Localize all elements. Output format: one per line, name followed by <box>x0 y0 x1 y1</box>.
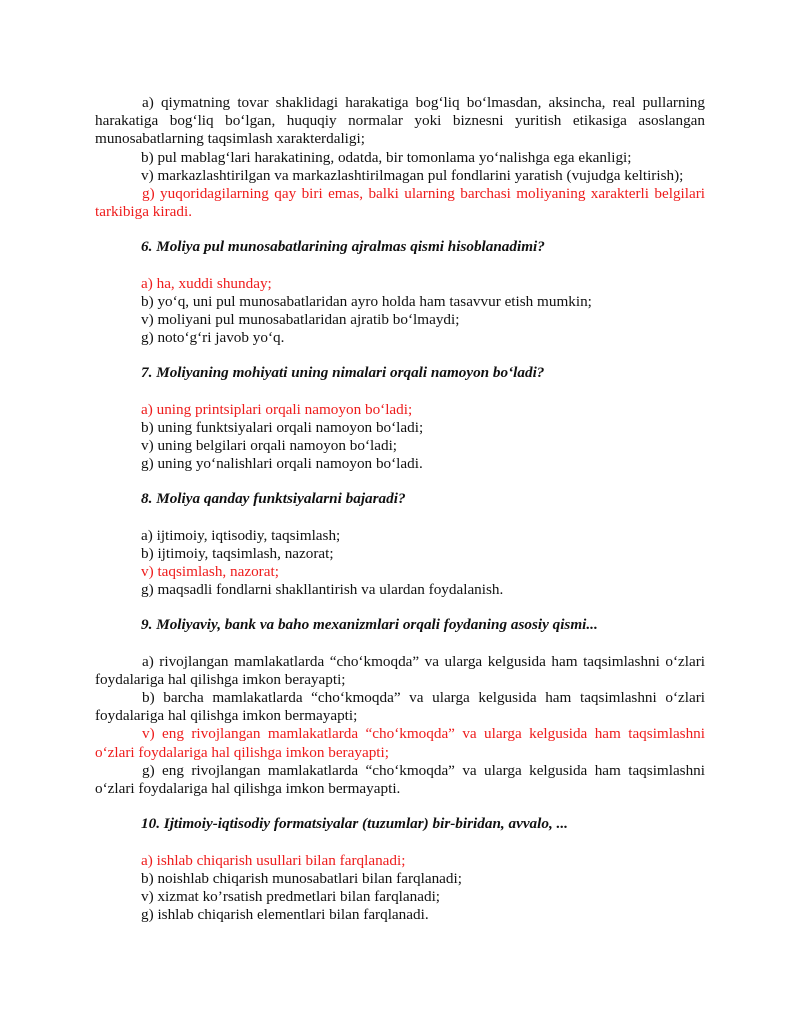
intro-option-b: b) pul mablag‘lari harakatining, odatda, bir tomonlama yo‘nalishga ega ekanligi; <box>141 148 632 166</box>
question-9: 9. Moliyaviy, bank va baho mexanizmlari orqali foydaning asosiy qismi... <box>141 616 598 634</box>
intro-option-v: v) markazlashtirilgan va markazlashtirilmagan pul fondlarini yaratish (vujudga keltirish); <box>141 166 684 184</box>
q10-option-b: b) noishlab chiqarish munosabatlari bilan farqlanadi; <box>141 869 462 887</box>
q6-option-a-correct: a) ha, xuddi shunday; <box>141 274 272 292</box>
question-7: 7. Moliyaning mohiyati uning nimalari orqali namoyon bo‘ladi? <box>141 364 545 382</box>
q6-option-b: b) yo‘q, uni pul munosabatlaridan ayro holda ham tasavvur etish mumkin; <box>141 292 592 310</box>
intro-option-g-correct: g) yuqoridagilarning qay biri emas, balki ularning barchasi moliyaning xarakterli belgilari tarkibiga kiradi. <box>95 185 705 221</box>
q7-option-a-correct: a) uning printsiplari orqali namoyon bo‘ladi; <box>141 400 413 418</box>
q9-option-g: g) eng rivojlangan mamlakatlarda “cho‘kmoqda” va ularga kelgusida ham taqsimlashni o‘zlari foydalariga hal qilishga imkon bermayapti. <box>95 761 705 798</box>
q9-option-v-correct: v) eng rivojlangan mamlakatlarda “cho‘kmoqda” va ularga kelgusida ham taqsimlashni o‘zlari foydalariga hal qilishga imkon berayapti; <box>95 725 705 761</box>
q6-option-g: g) noto‘g‘ri javob yo‘q. <box>141 329 285 347</box>
q7-option-g: g) uning yo‘nalishlari orqali namoyon bo‘ladi. <box>141 455 423 473</box>
intro-option-a: a) qiymatning tovar shaklidagi harakatiga bog‘liq bo‘lmasdan, aksincha, real pullarning harakatiga bog‘liq bo‘lgan, huquqiy normalar yoki biznesni yuritish etikasiga asoslangan munosabatlarning taqsimlash xarakterdaligi; <box>95 94 705 148</box>
question-6: 6. Moliya pul munosabatlarining ajralmas qismi hisoblanadimi? <box>141 238 545 256</box>
question-8: 8. Moliya qanday funktsiyalarni bajaradi? <box>141 490 406 508</box>
document-body <box>95 94 705 924</box>
q8-option-a: a) ijtimoiy, iqtisodiy, taqsimlash; <box>141 526 341 544</box>
q7-option-b: b) uning funktsiyalari orqali namoyon bo‘ladi; <box>141 418 424 436</box>
q10-option-v: v) xizmat ko’rsatish predmetlari bilan farqlanadi; <box>141 887 441 905</box>
q10-option-a-correct: a) ishlab chiqarish usullari bilan farqlanadi; <box>141 851 406 869</box>
q8-option-b: b) ijtimoiy, taqsimlash, nazorat; <box>141 544 334 562</box>
q10-option-g: g) ishlab chiqarish elementlari bilan farqlanadi. <box>141 906 429 924</box>
question-10: 10. Ijtimoiy-iqtisodiy formatsiyalar (tuzumlar) bir-biridan, avvalo, ... <box>141 815 568 833</box>
q8-option-g: g) maqsadli fondlarni shakllantirish va ulardan foydalanish. <box>141 581 504 599</box>
q8-option-v-correct: v) taqsimlash, nazorat; <box>141 563 279 581</box>
q6-option-v: v) moliyani pul munosabatlaridan ajratib bo‘lmaydi; <box>141 311 460 329</box>
q7-option-v: v) uning belgilari orqali namoyon bo‘ladi; <box>141 437 398 455</box>
q9-option-b: b) barcha mamlakatlarda “cho‘kmoqda” va ularga kelgusida ham taqsimlashni o‘zlari foydalariga hal qilishga imkon bermayapti; <box>95 689 705 725</box>
q9-option-a: a) rivojlangan mamlakatlarda “cho‘kmoqda” va ularga kelgusida ham taqsimlashni o‘zlari foydalariga hal qilishga imkon berayapti; <box>95 652 705 688</box>
